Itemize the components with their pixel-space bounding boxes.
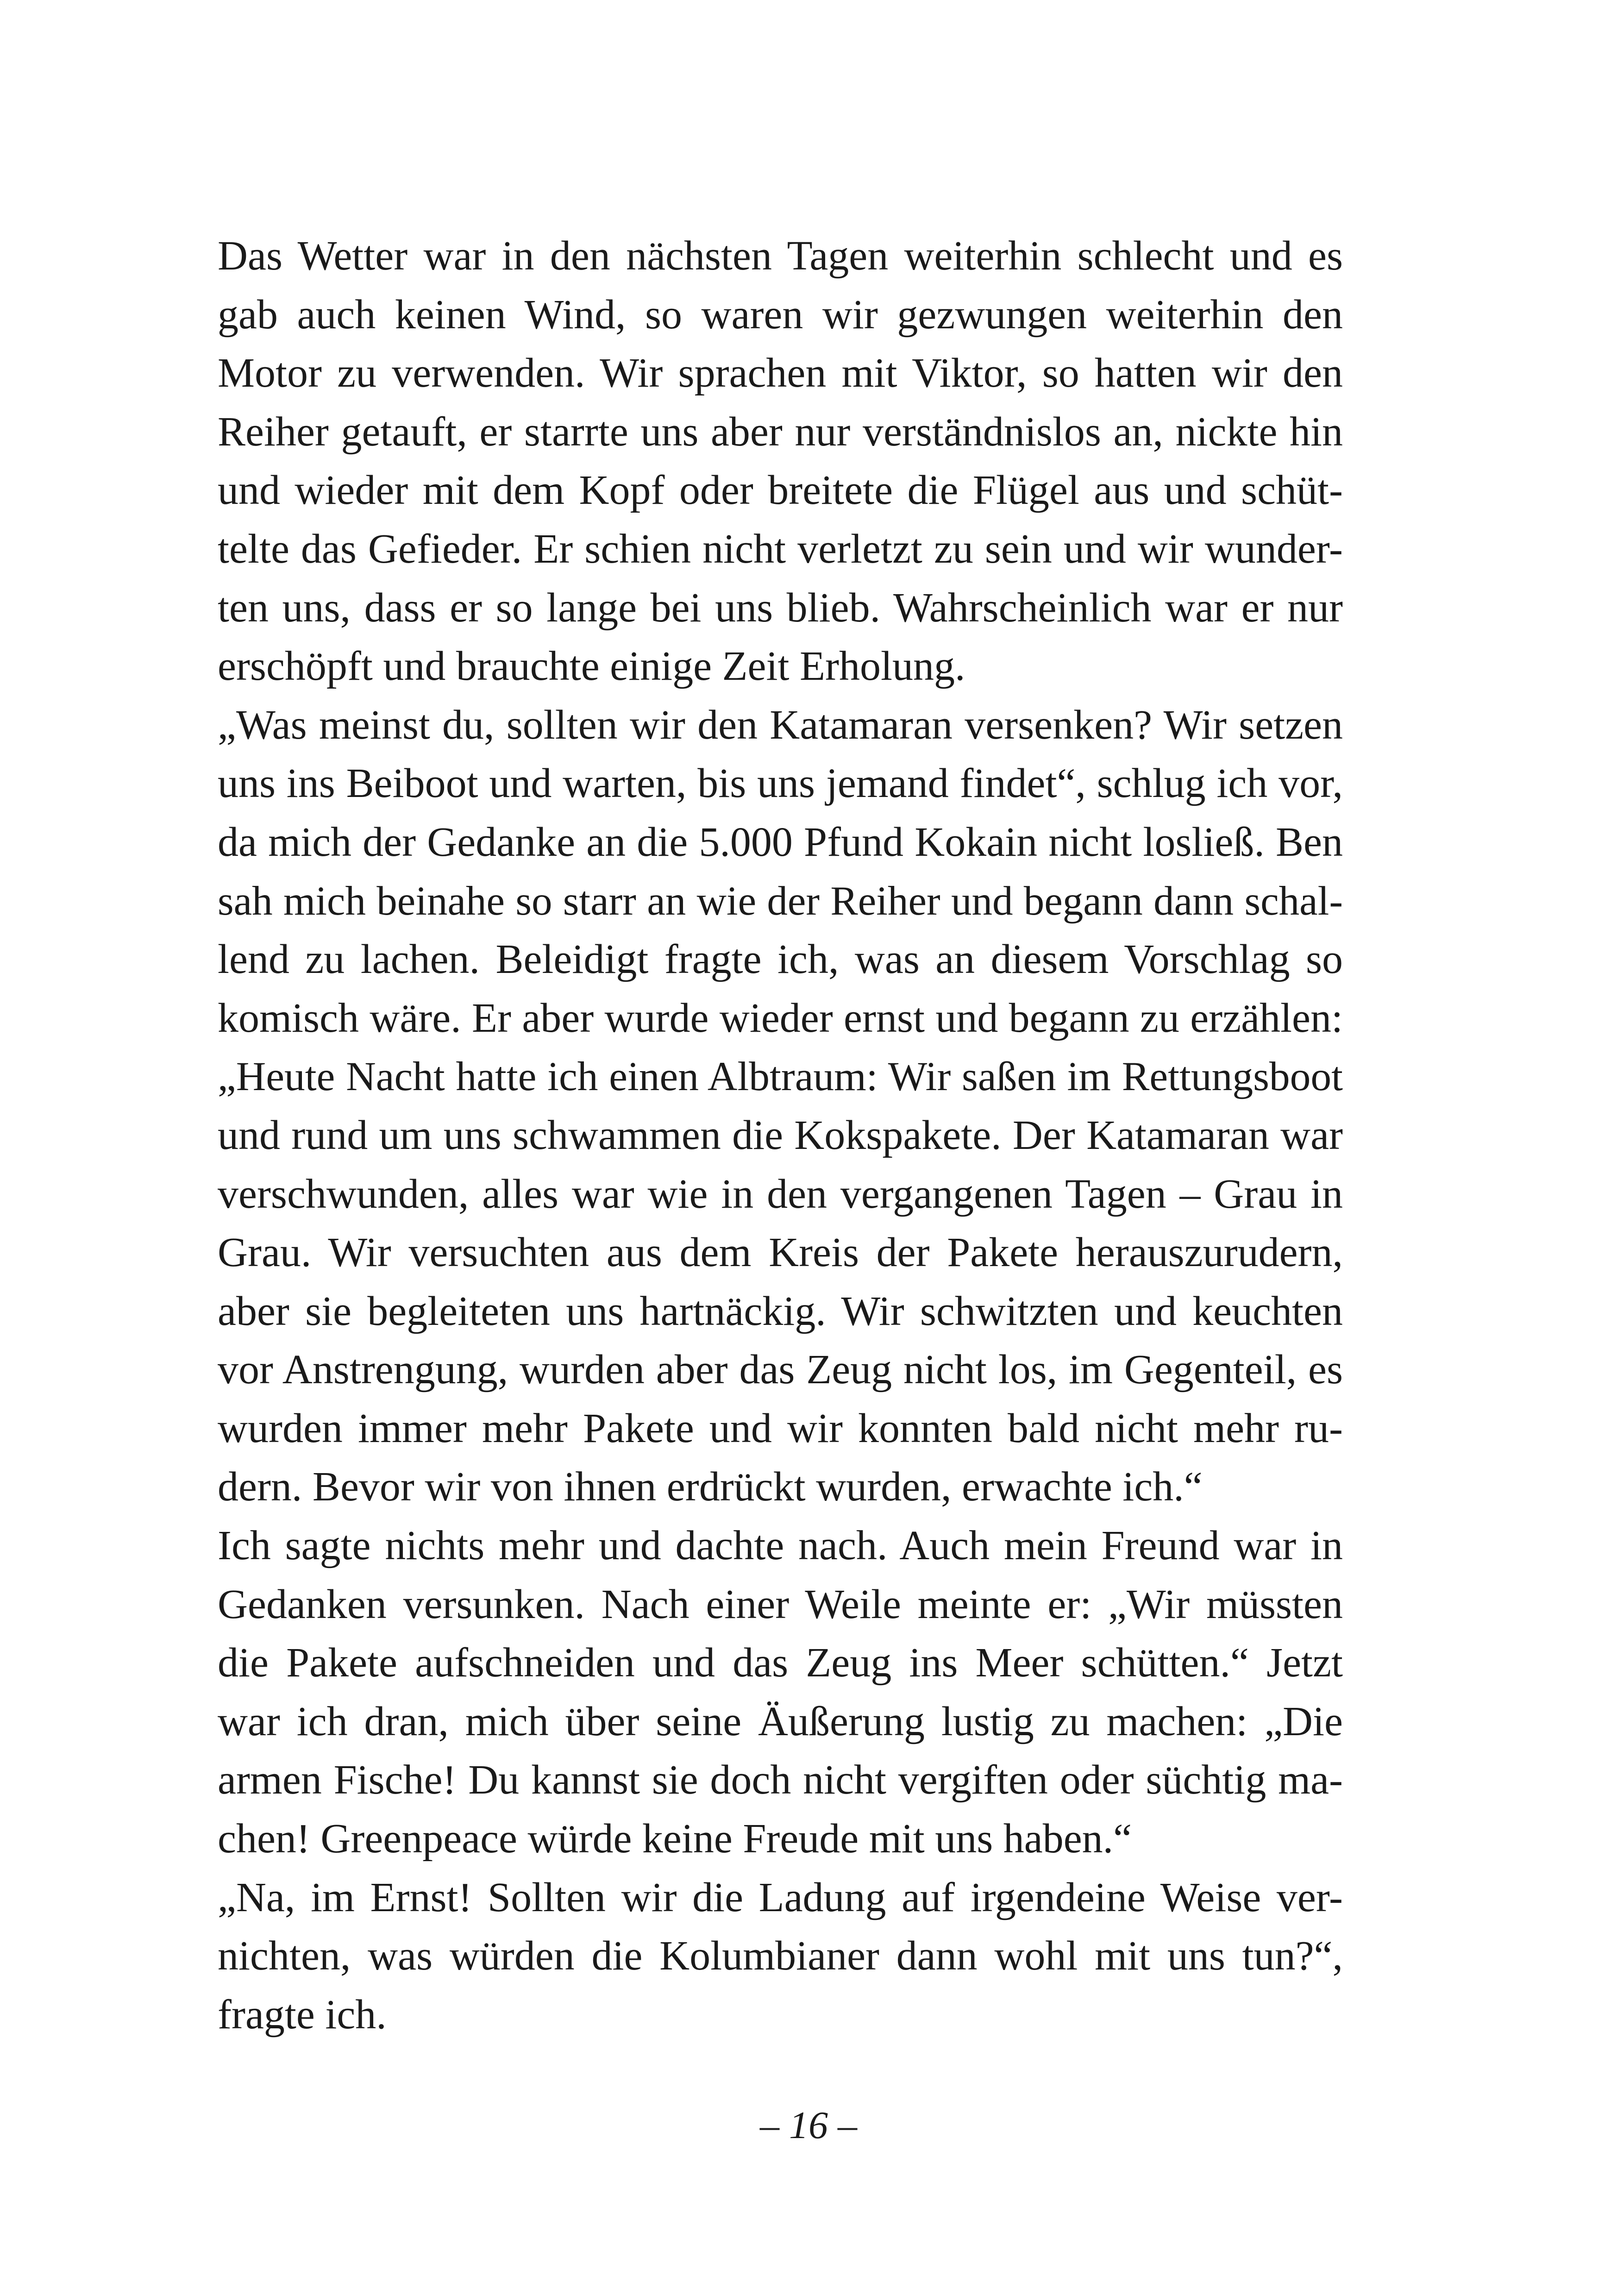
text-line: die Pakete aufschneiden und das Zeug ins Meer schütten.“ Jetzt (218, 1640, 1343, 1686)
text-line: nichten, was würden die Kolumbianer dann wohl mit uns tun?“, (218, 1933, 1343, 1979)
text-line: wurden immer mehr Pakete und wir konnten bald nicht mehr ru- (218, 1405, 1343, 1451)
text-line: Reiher getauft, er starrte uns aber nur verständnislos an, nickte hin (218, 408, 1343, 455)
text-line: „Na, im Ernst! Sollten wir die Ladung auf irgendeine Weise ver- (218, 1874, 1343, 1920)
text-line: und rund um uns schwammen die Kokspakete. Der Katamaran war (218, 1112, 1343, 1158)
text-line: und wieder mit dem Kopf oder breitete die Flügel aus und schüt- (218, 467, 1343, 514)
text-line: „Was meinst du, sollten wir den Katamaran versenken? Wir setzen (218, 702, 1343, 748)
text-line: ten uns, dass er so lange bei uns blieb. Wahrscheinlich war er nur (218, 584, 1343, 631)
text-line: war ich dran, mich über seine Äußerung lustig zu machen: „Die (218, 1698, 1343, 1744)
body-text (218, 227, 1343, 2044)
text-line: dern. Bevor wir von ihnen erdrückt wurden, erwachte ich.“ (218, 1464, 1203, 1510)
text-line: da mich der Gedanke an die 5.000 Pfund Kokain nicht losließ. Ben (218, 819, 1343, 865)
text-line: chen! Greenpeace würde keine Freude mit uns haben.“ (218, 1816, 1132, 1862)
text-line: erschöpft und brauchte einige Zeit Erholung. (218, 643, 965, 690)
text-line: verschwunden, alles war wie in den vergangenen Tagen – Grau in (218, 1171, 1343, 1217)
text-line: vor Anstrengung, wurden aber das Zeug nicht los, im Gegenteil, es (218, 1347, 1343, 1393)
page-number: – 16 – (760, 2104, 857, 2147)
text-line: Motor zu verwenden. Wir sprachen mit Viktor, so hatten wir den (218, 350, 1343, 396)
text-line: armen Fische! Du kannst sie doch nicht vergiften oder süchtig ma- (218, 1757, 1343, 1803)
text-line: gab auch keinen Wind, so waren wir gezwungen weiterhin den (218, 291, 1343, 338)
text-line: komisch wäre. Er aber wurde wieder ernst und begann zu erzählen: (218, 995, 1343, 1041)
text-line: uns ins Beiboot und warten, bis uns jemand findet“, schlug ich vor, (218, 760, 1343, 807)
text-line: Ich sagte nichts mehr und dachte nach. Auch mein Freund war in (218, 1523, 1343, 1569)
text-line: fragte ich. (218, 1991, 387, 2038)
text-line: sah mich beinahe so starr an wie der Reiher und begann dann schal- (218, 878, 1343, 924)
text-line: Grau. Wir versuchten aus dem Kreis der Pakete herauszurudern, (218, 1230, 1343, 1276)
text-line: lend zu lachen. Beleidigt fragte ich, was an diesem Vorschlag so (218, 936, 1343, 983)
text-line: Das Wetter war in den nächsten Tagen weiterhin schlecht und es (218, 233, 1343, 279)
text-line: „Heute Nacht hatte ich einen Albtraum: Wir saßen im Rettungsboot (218, 1054, 1343, 1100)
text-line: telte das Gefieder. Er schien nicht verletzt zu sein und wir wunder- (218, 526, 1343, 572)
text-line: Gedanken versunken. Nach einer Weile meinte er: „Wir müssten (218, 1581, 1343, 1627)
text-line: aber sie begleiteten uns hartnäckig. Wir schwitzten und keuchten (218, 1288, 1343, 1334)
